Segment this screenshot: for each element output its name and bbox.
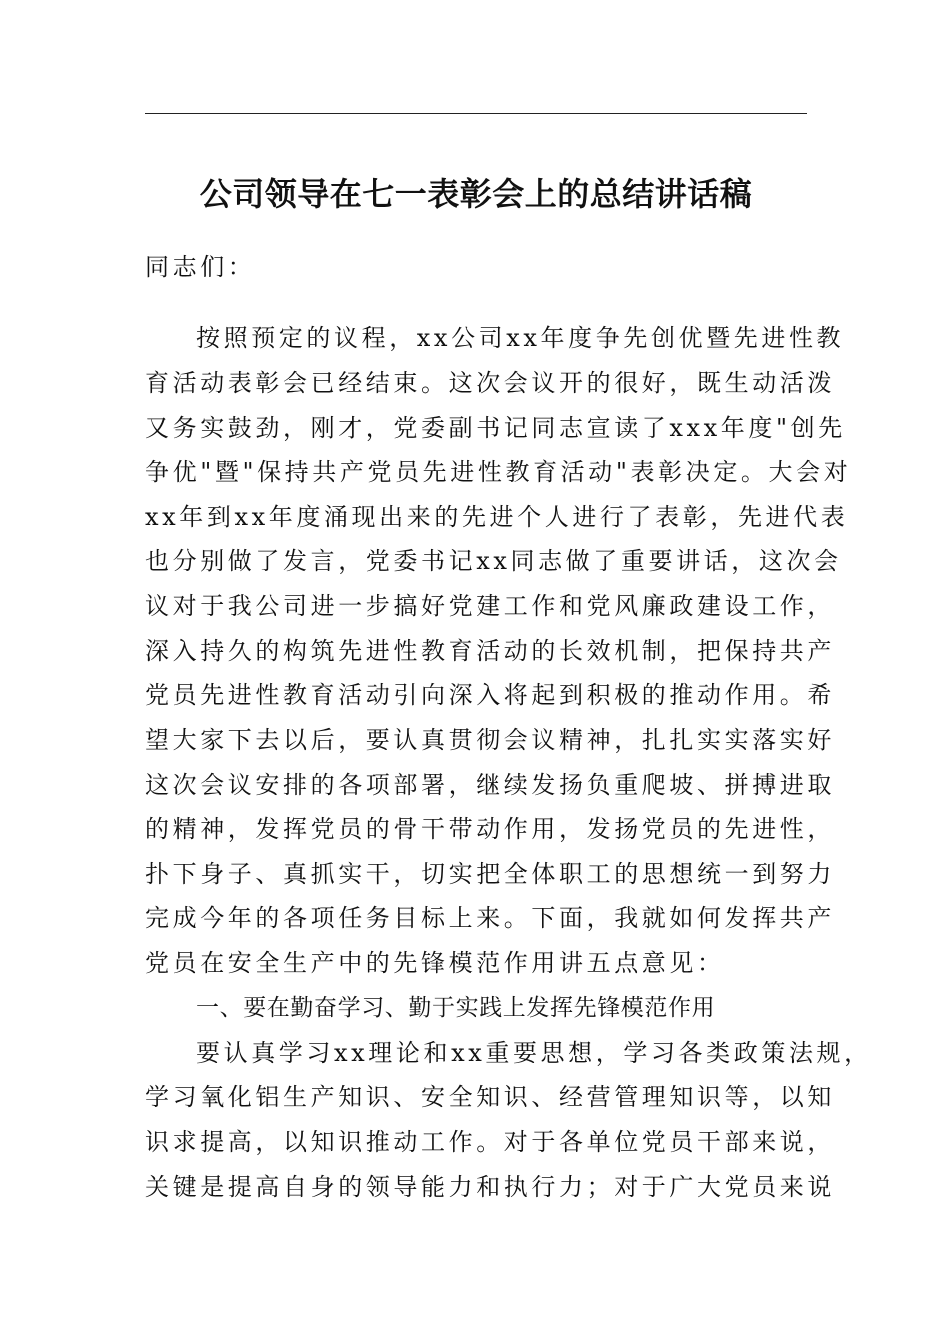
paragraph-line: 学习氧化铝生产知识、安全知识、经营管理知识等，以知 [145, 1083, 835, 1111]
paragraph-line: 争优"暨"保持共产党员先进性教育活动"表彰决定。大会对 [145, 458, 852, 486]
document-title: 公司领导在七一表彰会上的总结讲话稿 [199, 175, 753, 213]
paragraph-line: 议对于我公司进一步搞好党建工作和党风廉政建设工作， [145, 592, 835, 620]
paragraph-line: 关键是提高自身的领导能力和执行力；对于广大党员来说 [145, 1173, 835, 1201]
paragraph-line: 深入持久的构筑先进性教育活动的长效机制，把保持共产 [145, 637, 835, 665]
paragraph-line: 要认真学习xx理论和xx重要思想，学习各类政策法规， [196, 1039, 872, 1067]
paragraph-line: 这次会议安排的各项部署，继续发扬负重爬坡、拼搏进取 [145, 771, 835, 799]
paragraph-line: 扑下身子、真抓实干，切实把全体职工的思想统一到努力 [145, 860, 835, 888]
paragraph-line: 完成今年的各项任务目标上来。下面，我就如何发挥共产 [145, 904, 835, 932]
paragraph-line: xx年到xx年度涌现出来的先进个人进行了表彰，先进代表 [145, 503, 849, 531]
header-rule [145, 113, 807, 114]
salutation: 同志们： [145, 253, 256, 281]
paragraph-line: 识求提高，以知识推动工作。对于各单位党员干部来说， [145, 1128, 835, 1156]
paragraph-line: 党员先进性教育活动引向深入将起到积极的推动作用。希 [145, 681, 835, 709]
section-heading: 一、要在勤奋学习、勤于实践上发挥先锋模范作用 [196, 995, 716, 1021]
paragraph-line: 的精神，发挥党员的骨干带动作用，发扬党员的先进性， [145, 815, 835, 843]
paragraph-line: 望大家下去以后，要认真贯彻会议精神，扎扎实实落实好 [145, 726, 835, 754]
paragraph-line: 按照预定的议程，xx公司xx年度争先创优暨先进性教 [196, 324, 845, 352]
paragraph-line: 党员在安全生产中的先锋模范作用讲五点意见： [145, 949, 725, 977]
paragraph-line: 又务实鼓劲，刚才，党委副书记同志宣读了xxx年度"创先 [145, 414, 846, 442]
paragraph-line: 育活动表彰会已经结束。这次会议开的很好，既生动活泼 [145, 369, 835, 397]
paragraph-line: 也分别做了发言，党委书记xx同志做了重要讲话，这次会 [145, 547, 842, 575]
